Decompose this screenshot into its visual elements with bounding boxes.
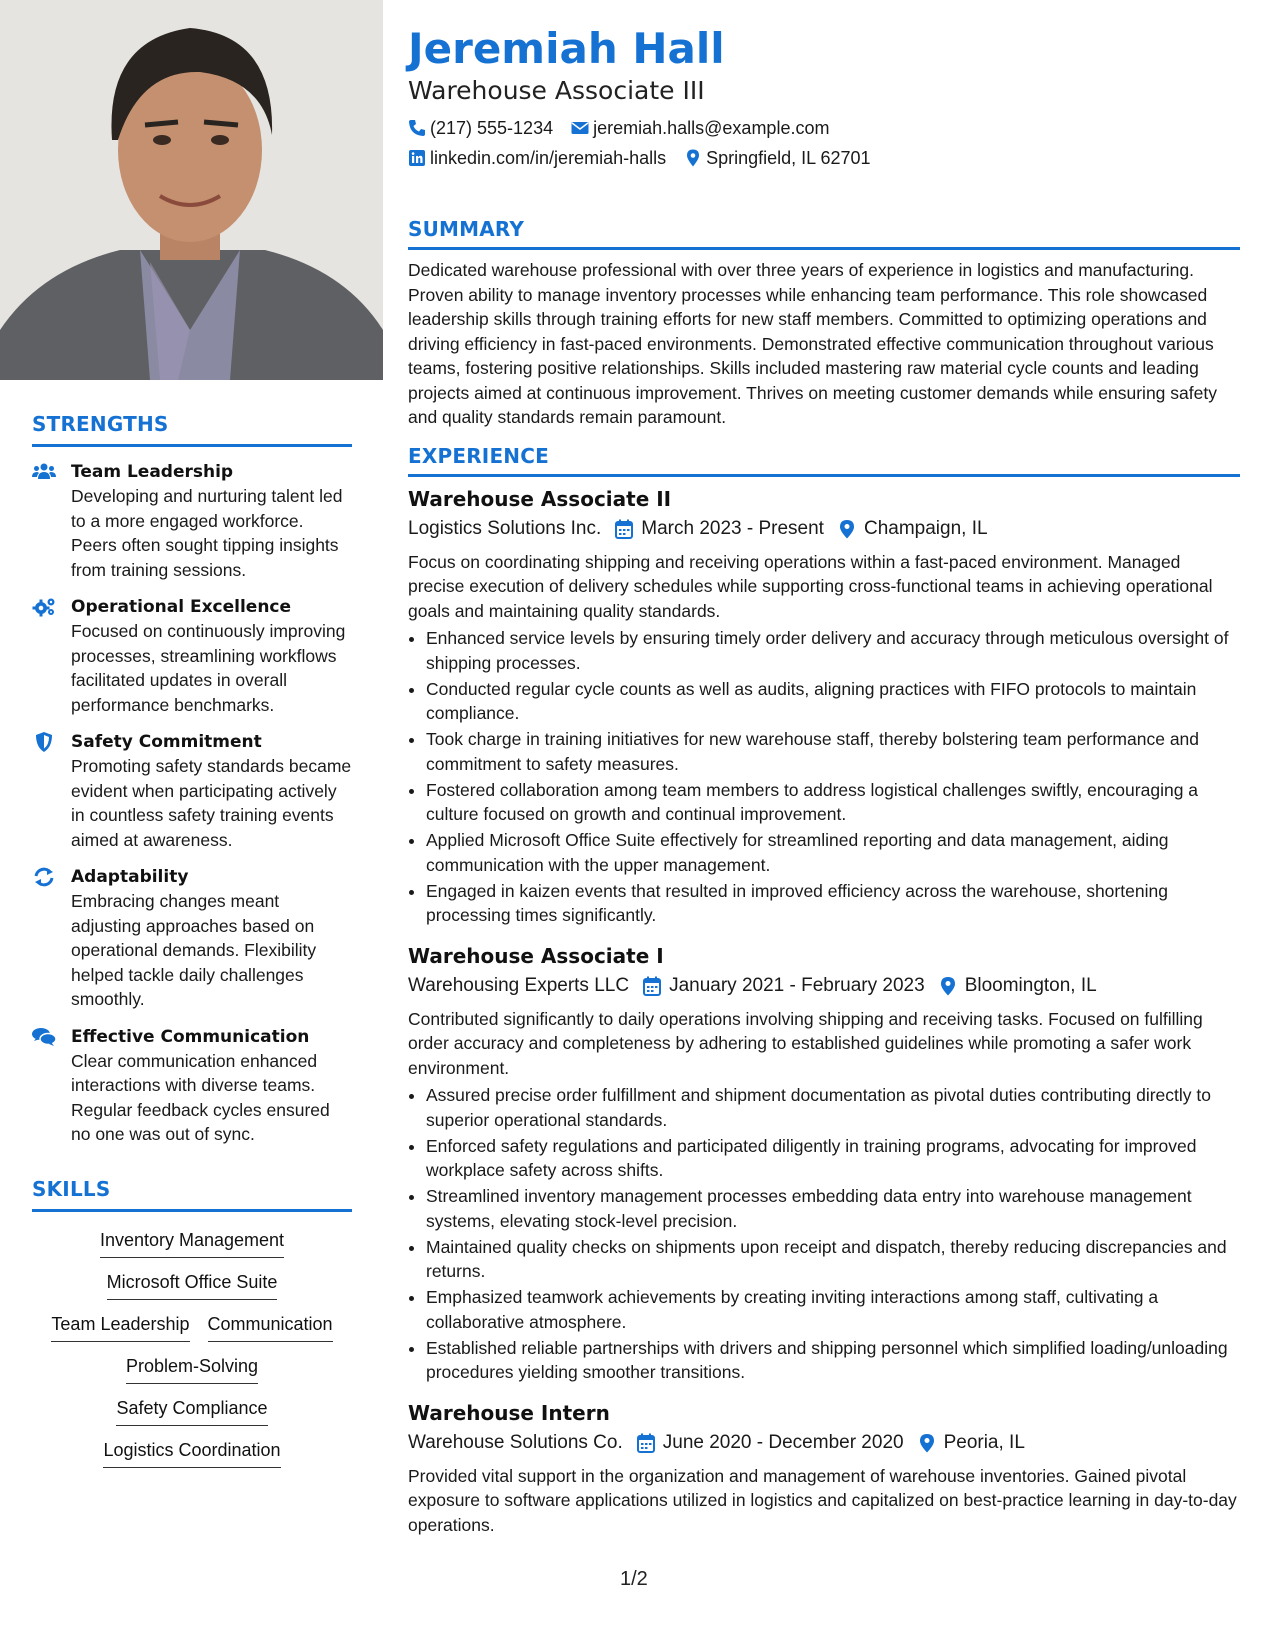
skill-tag: Logistics Coordination: [103, 1438, 280, 1468]
skill-tag: Team Leadership: [51, 1312, 189, 1342]
experience-section: [408, 444, 1240, 1538]
strength-name: Effective Communication: [71, 1026, 310, 1047]
job-company: Warehouse Solutions Co.: [408, 1431, 623, 1453]
envelope-icon: [571, 119, 589, 137]
map-pin-icon: [838, 519, 856, 539]
calendar-icon: [637, 1433, 655, 1453]
strength-name: Adaptability: [71, 867, 189, 887]
strength-item: [32, 1025, 352, 1147]
job-bullet: • Conducted regular cycle counts as well as audits, aligning practices with FIFO protocols to maintain compliance.: [426, 677, 1240, 726]
job-title: Warehouse Associate II: [408, 486, 672, 511]
job-meta: [408, 1428, 1240, 1458]
skills-title: SKILLS: [32, 1176, 111, 1201]
job-title: Warehouse Intern: [408, 1400, 610, 1425]
strength-desc: Clear communication enhanced interactions with diverse teams. Regular feedback cycles ensured no one was out of sync.: [71, 1050, 330, 1144]
job-bullets: [408, 1083, 1240, 1385]
map-pin-icon: [684, 149, 702, 167]
summary-text: Dedicated warehouse professional with over three years of experience in logistics and manufacturing. Proven ability to manage inventory processes while enhancing team performance. This role showcased leadership skills through training efforts for new staff members. Committed to optimizing operations and driving efficiency in fast-paced environments. Demonstrated effective communication throughout various teams, fostering positive relationships. Skills included mastering raw material cycle counts and leading projects aimed at continuous improvement. Thrives on meeting customer demands while ensuring safety and quality standards remain paramount.: [408, 260, 1217, 427]
skill-tag: Problem-Solving: [126, 1354, 258, 1384]
job-bullet: • Engaged in kaizen events that resulted in improved efficiency across the warehouse, shortening processing times significantly.: [426, 879, 1240, 928]
job-company: Logistics Solutions Inc.: [408, 517, 602, 539]
summary-title: SUMMARY: [408, 217, 525, 241]
strength-desc: Embracing changes meant adjusting approaches based on operational demands. Flexibility helped tackle daily challenges smoothly.: [71, 891, 317, 1009]
strength-name: Safety Commitment: [71, 732, 262, 752]
skill-tag: Communication: [208, 1312, 333, 1342]
strength-item: [32, 460, 352, 582]
job-company: Warehousing Experts LLC: [408, 974, 630, 996]
job-entry: [408, 942, 1240, 1385]
job-bullet: • Maintained quality checks on shipments upon receipt and dispatch, thereby reducing discrepancies and returns.: [426, 1235, 1240, 1284]
portrait-illustration: [0, 0, 383, 380]
job-meta: [408, 971, 1240, 1001]
strength-name: Team Leadership: [71, 462, 234, 482]
map-pin-icon: [918, 1433, 936, 1453]
job-location: Champaign, IL: [863, 517, 988, 539]
summary-section: [408, 217, 1240, 430]
email-contact[interactable]: [571, 113, 829, 143]
profile-photo: [0, 0, 383, 380]
job-bullet: • Streamlined inventory management processes embedding data entry into warehouse management systems, elevating stock-level precision.: [426, 1184, 1240, 1233]
skills-rule: [32, 1209, 352, 1212]
map-pin-icon: [939, 976, 957, 996]
strength-item: [32, 730, 352, 852]
job-bullet: • Established reliable partnerships with drivers and shipping personnel which simplified loading/unloading procedures yielding smoother transitions.: [426, 1336, 1240, 1385]
candidate-name: Jeremiah Hall: [408, 24, 725, 73]
job-description: Provided vital support in the organization and management of warehouse inventories. Gained pivotal exposure to software applications utilized in logistics and capitalized on best-practice learning in day-to-day operations.: [408, 1465, 1237, 1535]
linkedin-contact[interactable]: [408, 143, 666, 173]
strength-item: [32, 865, 352, 1012]
candidate-role: Warehouse Associate III: [408, 76, 705, 105]
location-contact: [684, 143, 870, 173]
strengths-title: STRENGTHS: [32, 412, 169, 436]
page-number: 1/2: [620, 1568, 648, 1590]
strength-desc: Promoting safety standards became evident when participating actively in countless safety training events aimed at awareness.: [71, 756, 352, 850]
job-title: Warehouse Associate I: [408, 943, 664, 968]
linkedin-text: linkedin.com/in/jeremiah-halls: [430, 148, 667, 168]
gears-icon: [32, 597, 56, 617]
skill-tag: Safety Compliance: [116, 1396, 267, 1426]
job-bullet: • Fostered collaboration among team members to address logistical challenges swiftly, encouraging a culture focused on growth and continual improvement.: [426, 778, 1240, 827]
skills-list: [32, 1228, 352, 1468]
job-bullet: • Assured precise order fulfillment and shipment documentation as pivotal duties contributing directly to superior operational standards.: [426, 1083, 1240, 1132]
job-entry: [408, 485, 1240, 928]
job-bullet: • Emphasized teamwork achievements by creating inviting interactions among staff, cultivating a collaborative atmosphere.: [426, 1285, 1240, 1334]
job-bullets: [408, 626, 1240, 928]
strength-desc: Developing and nurturing talent led to a more engaged workforce. Peers often sought tipping insights from training sessions.: [71, 486, 343, 580]
job-bullet: • Applied Microsoft Office Suite effectively for streamlined reporting and data management, aiding communication with the upper management.: [426, 828, 1240, 877]
summary-rule: [408, 247, 1240, 250]
comments-icon: [32, 1027, 56, 1047]
strengths-rule: [32, 444, 352, 447]
contact-info: [408, 113, 1240, 173]
skill-tag: Inventory Management: [100, 1228, 284, 1258]
job-meta: [408, 514, 1240, 544]
strength-item: [32, 595, 352, 717]
linkedin-icon: [408, 149, 426, 167]
phone-text: (217) 555-1234: [430, 118, 554, 138]
calendar-icon: [615, 519, 633, 539]
job-dates: June 2020 - December 2020: [662, 1431, 904, 1453]
main-content: [408, 24, 1240, 1537]
sidebar: [0, 0, 383, 1650]
calendar-icon: [643, 976, 661, 996]
job-bullet: • Enforced safety regulations and participated diligently in training programs, advocating for improved workplace safety across shifts.: [426, 1134, 1240, 1183]
job-entry: [408, 1399, 1240, 1538]
job-location: Peoria, IL: [943, 1431, 1025, 1453]
strength-name: Operational Excellence: [71, 597, 292, 617]
experience-title: EXPERIENCE: [408, 443, 549, 468]
job-description: Contributed significantly to daily operations involving shipping and receiving tasks. Focused on fulfilling order accuracy and completeness by adhering to established guidelines while promoting a safer work environment.: [408, 1008, 1203, 1078]
job-dates: March 2023 - Present: [641, 517, 824, 539]
phone-contact[interactable]: [408, 113, 553, 143]
email-text: jeremiah.halls@example.com: [593, 118, 830, 138]
experience-rule: [408, 474, 1240, 477]
job-dates: January 2021 - February 2023: [669, 974, 925, 996]
shield-icon: [32, 732, 56, 752]
phone-icon: [408, 119, 426, 137]
strength-desc: Focused on continuously improving processes, streamlining workflows facilitated updates in overall performance benchmarks.: [71, 621, 346, 715]
location-text: Springfield, IL 62701: [706, 148, 871, 168]
users-icon: [32, 462, 56, 482]
skill-tag: Microsoft Office Suite: [107, 1270, 278, 1300]
job-bullet: • Took charge in training initiatives for new warehouse staff, thereby bolstering team performance and commitment to safety measures.: [426, 727, 1240, 776]
job-location: Bloomington, IL: [964, 974, 1097, 996]
job-description: Focus on coordinating shipping and receiving operations within a fast-paced environment. Managed precise execution of delivery schedules while supporting cross-functional teams in achieving operational goals and maintaining quality standards.: [408, 551, 1213, 621]
sync-icon: [32, 867, 56, 887]
job-bullet: • Enhanced service levels by ensuring timely order delivery and accuracy through meticulous oversight of shipping processes.: [426, 626, 1240, 675]
